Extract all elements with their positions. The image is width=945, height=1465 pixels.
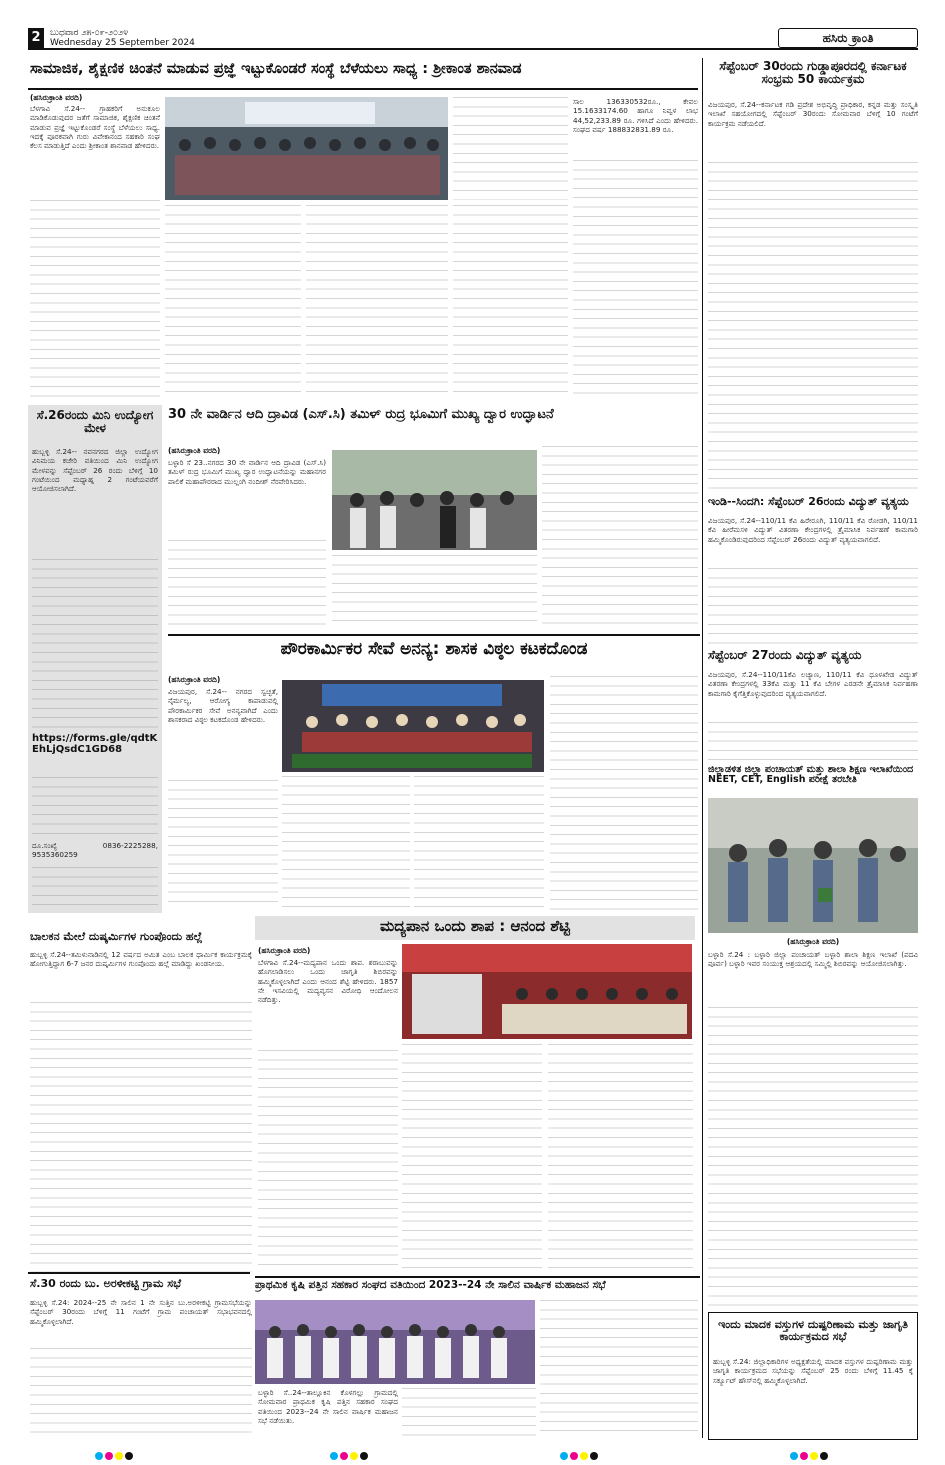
cmyk-marks-1 — [95, 1445, 135, 1464]
headline-alcohol: ಮದ್ಯಪಾನ ಒಂದು ಶಾಪ : ಆನಂದ ಶೆಟ್ಟಿ — [380, 917, 570, 935]
headline-tamil-ward: 30 ನೇ ವಾರ್ಡಿನ ಆದಿ ದ್ರಾವಿಡ (ಎಸ್.ಸಿ) ತಮಿಳ್ ರುದ್ರ ಭೂಮಿಗೆ ಮುಖ್ಯ ದ್ವಾರ ಉದ್ಘಾಟನೆ — [168, 408, 554, 422]
article-lead: ಬೆಳಗಾವಿ ಸೆ.24-- ಗ್ರಾಹಕರಿಗೆ ಅನುಕೂಲ ಮಾಡಿಕೊಡುವುದರ ಜತೆಗೆ ಸಾಮಾಜಿಕ, ಶೈಕ್ಷಣಿಕ ಚಿಂತನೆ ಮಾಡುವ ಪ್ರಜ್ಞೆ ಇಟ್ಟುಕೊಂಡರೆ ಸಂಸ್ಥೆ ಬೆಳೆಯಲು ಸಾಧ್ಯ. ಇದಕ್ಕೆ ಪೂರಕವಾಗಿ ಗುರು ವಿವೇಕಾನಂದ ಸಹಕಾರಿ ಸಂಘ ಕೆಲಸ ಮಾಡುತ್ತಿದೆ ಎಂದು ಶ್ರೀಕಾಂತ ಶಾನವಾಡ ಹೇಳಿದರು. — [30, 104, 160, 151]
article-lead: ಹುಬ್ಬಳ್ಳಿ ಸೆ.24--ತಮಿಳುನಾಡಿನಲ್ಲಿ 12 ವರ್ಷದ ಅಮಿತ ಎಂಬ ಬಾಲಕ ಧಾರ್ಮಿಕ ಕಾರ್ಯಕ್ರಮಕ್ಕೆ ಹೋಗುತ್ತಿದ್ದಾಗ 6-7 ಜನರ ದುಷ್ಕರ್ಮಿಗಳ ಗುಂಪೊಂದು ಹಲ್ಲೆ ಮಾಡಿದ್ದು ಖಂಡನೀಯ. — [30, 950, 252, 969]
article-text-block — [573, 160, 698, 400]
headline-sept27-power: ಸೆಪ್ಟೆಂಬರ್ 27ರಂದು ವಿದ್ಯುತ್ ವ್ಯತ್ಯಯ — [708, 648, 862, 662]
headline-mini-job-fair: ಸೆ.26ರಂದು ಮಿನಿ ಉದ್ಯೋಗ ಮೇಳ — [36, 408, 154, 436]
article-lead: ಹುಬ್ಬಳ್ಳಿ ಸೆ.24: 2024--25 ನೇ ಸಾಲಿನ 1 ನೇ ಸುತ್ತಿನ ಬು.ಅರಳೀಕಟ್ಟಿ ಗ್ರಾಮಸಭೆಯನ್ನು ಸೆಪ್ಟೆಂಬರ್ 30ರಂದು ಬೆಳಿಗ್ಗೆ 11 ಗಂಟೆಗೆ ಗ್ರಾಮ ಪಂಚಾಯತ್ ಸಭಾಭವನದಲ್ಲಿ ಹಮ್ಮಿಕೊಳ್ಳಲಾಗಿದೆ. — [30, 1298, 252, 1326]
date-english: Wednesday 25 September 2024 — [50, 38, 195, 48]
photo-group-illustration — [165, 97, 448, 200]
article-text-block — [32, 867, 158, 907]
date-kannada: ಬುಧವಾರ ೨೫-೦೯-೨೦೨೪ — [50, 28, 129, 38]
article-text-block — [32, 559, 158, 729]
article-figures: ಸಾಲ 136330532ರೂ., ಕೇವಲ 15.1633174.60 ಹಾಗೂ ನಿವ್ವಳ ಲಾಭ 44,52,233.89 ರೂ. ಗಳಿಸಿದೆ ಎಂದು ಹೇಳಿದರು. ಸಂಘದ ವರ್ಷ 188832831.89 ರೂ. — [573, 97, 698, 134]
article-lead: ವಿಜಯಪುರ, ಸೆ.24--ಕರ್ನಾಟಕ ಗಡಿ ಪ್ರದೇಶ ಅಭಿವೃದ್ಧಿ ಪ್ರಾಧಿಕಾರ, ಕನ್ನಡ ಮತ್ತು ಸಂಸ್ಕೃತಿ ಇಲಾಖೆ ಸಹಯೋಗದಲ್ಲಿ ಸೆಪ್ಟೆಂಬರ್ 30ರಂದು ಸೋಮವಾರ ಬೆಳಿಗ್ಗೆ 10 ಗಂಟೆಗೆ ಕಾರ್ಯಕ್ರಮ ನಡೆಯಲಿದೆ. — [708, 100, 918, 128]
article-lead: ಬಳ್ಳಾರಿ ಸೆ.24 : ಬಳ್ಳಾರಿ ಜಿಲ್ಲಾ ಪಂಚಾಯತ್ ಬಳ್ಳಾರಿ ಶಾಲಾ ಶಿಕ್ಷಣ ಇಲಾಖೆ (ಪದವಿ ಪೂರ್ವ) ಬಳ್ಳಾರಿ ಇವರ ಸಂಯುಕ್ತ ಆಶ್ರಯದಲ್ಲಿ ಸಮ್ಮಿಲ್ಲಿ ಶಿಬಿರವನ್ನು ಆಯೋಜಿಸಲಾಗಿತ್ತು. — [708, 950, 918, 969]
headline-guddapur: ಸೆಪ್ಟೆಂಬರ್ 30ರಂದು ಗುಡ್ಡಾಪೂರದಲ್ಲಿ ಕರ್ನಾಟಕ ಸಂಭ್ರಮ 50 ಕಾರ್ಯಕ್ರಮ — [719, 59, 907, 87]
headline-indi-power: ಇಂಡಿ--ಸಿಂದಗಿ: ಸೆಪ್ಟೆಂಬರ್ 26ರಂದು ವಿದ್ಯುತ್ ವ್ಯತ್ಯಯ — [708, 495, 909, 508]
cmyk-marks-3 — [560, 1445, 600, 1464]
article-text-block — [708, 568, 918, 646]
contact-phones: ದೂ.ಸಂಖ್ಯೆ 0836-2225288, 9535360259 — [32, 841, 158, 860]
byline: (ಹಸಿರುಕ್ರಾಂತಿ ವರದಿ) — [168, 675, 221, 684]
byline: (ಹಸಿರುಕ್ರಾಂತಿ ವರದಿ) — [30, 93, 83, 102]
article-text-block — [168, 780, 278, 910]
article-text-block — [542, 446, 698, 628]
headline-child-attack: ಬಾಲಕನ ಮೇಲೆ ದುಷ್ಕರ್ಮಿಗಳ ಗುಂಪೊಂದು ಹಲ್ಲೆ — [30, 930, 203, 943]
byline: (ಹಸಿರುಕ್ರಾಂತಿ ವರದಿ) — [168, 446, 221, 455]
news-photo-alcohol-camp — [402, 944, 692, 1039]
article-text-block — [282, 776, 410, 910]
headline-cooperative: ಪ್ರಾಥಮಿಕ ಕೃಷಿ ಪತ್ತಿನ ಸಹಕಾರ ಸಂಘದ ವತಿಯಿಂದ 2023--24 ನೇ ಸಾಲಿನ ವಾರ್ಷಿಕ ಮಹಾಜನ ಸಭೆ — [255, 1280, 606, 1291]
article-text-block — [708, 1007, 918, 1307]
registration-link[interactable]: https://forms.gle/qdtKEhLjQsdC1GD68 — [32, 733, 158, 755]
headline-gram-sabha: ಸೆ.30 ರಂದು ಬು. ಅರಳೀಕಟ್ಟಿ ಗ್ರಾಮ ಸಭೆ — [30, 1277, 182, 1290]
article-text-block — [548, 1044, 693, 1272]
news-photo-pourakarmika — [282, 680, 544, 772]
article-text-block — [414, 776, 544, 910]
divider — [168, 634, 700, 636]
article-text-block — [258, 1050, 398, 1272]
page-header — [28, 28, 918, 50]
headline-pourakarmika: ಪೌರಕಾರ್ಮಿಕರ ಸೇವೆ ಅನನ್ಯ: ಶಾಸಕ ವಿಠ್ಠಲ ಕಟಕದೊಂಡ — [280, 639, 588, 659]
article-text-block — [540, 1300, 698, 1438]
article-text-block — [453, 205, 568, 400]
photo-camp-illustration — [402, 944, 692, 1039]
article-lead: ಬಳ್ಳಾರಿ ಸೆ..24--ತಾಲ್ಲೂಕಿನ ಕೊಳಗಲ್ಲು ಗ್ರಾಮದಲ್ಲಿ ಸೋಮವಾರ ಪ್ರಾಥಮಿಕ ಕೃಷಿ ಪತ್ತಿನ ಸಹಕಾರ ಸಂಘದ ವತಿಯಿಂದ 2023--24 ನೇ ಸಾಲಿನ ವಾರ್ಷಿಕ ಮಹಾಜನ ಸಭೆ ನಡೆಯಿತು. — [258, 1388, 398, 1425]
byline: (ಹಸಿರುಕ್ರಾಂತಿ ವರದಿ) — [786, 937, 840, 946]
photo-cooperative-illustration — [255, 1300, 535, 1384]
photo-stage-illustration — [282, 680, 544, 772]
box-drug-awareness — [708, 1312, 918, 1440]
column-divider — [702, 58, 703, 1438]
news-photo-students — [708, 798, 918, 933]
article-text-block — [402, 1044, 542, 1272]
article-text-block — [550, 676, 698, 910]
box-mini-job-fair — [28, 405, 162, 913]
news-photo-institution — [165, 97, 448, 200]
dateline — [50, 28, 195, 48]
cmyk-marks-2 — [330, 1445, 370, 1464]
article-text-block — [708, 722, 918, 762]
byline: (ಹಸಿರುಕ್ರಾಂತಿ ವರದಿ) — [258, 946, 311, 955]
article-lead: ಬೆಳಗಾವಿ ಸೆ.24--ಮದ್ಯಪಾನ ಒಂದು ಶಾಪ. ಶರಾಬುವನ್ನು ಹೊಗಲಾಡಿಸಲು ಒಂದು ಜಾಗೃತಿ ಶಿಬಿರವನ್ನು ಹಮ್ಮಿಕೊಳ್ಳಲಾಗಿದೆ ಎಂದು ಆನಂದ ಶೆಟ್ಟಿ ಹೇಳಿದರು. 1857 ನೇ ಇಸವಿಯಲ್ಲಿ ಮದ್ಯವ್ಯಸನ ವಿರೋಧಿ ಆಂದೋಲನ ನಡೆದಿತ್ತು. — [258, 958, 398, 1005]
article-text-block — [168, 540, 326, 628]
divider — [28, 1272, 250, 1274]
article-lead: ಹುಬ್ಬಳ್ಳಿ ಸೆ.24-- ನವನಗರದ ಜಿಲ್ಲಾ ಉದ್ಯೋಗ ವಿನಿಮಯ ಕಚೇರಿ ವತಿಯಿಂದ ಮಿನಿ ಉದ್ಯೋಗ ಮೇಳವನ್ನು ಸೆಪ್ಟೆಂಬರ್ 26 ರಂದು ಬೆಳಿಗ್ಗೆ 10 ಗಂಟೆಯಿಂದ ಮಧ್ಯಾಹ್ನ 2 ಗಂಟೆಯವರೆಗೆ ಆಯೋಜಿಸಲಾಗಿದೆ. — [32, 447, 158, 494]
divider — [28, 88, 698, 90]
article-lead: ಬಳ್ಳಾರಿ ಸೆ 23..ನಗರದ 30 ನೇ ವಾರ್ಡಿನ ಆದಿ ದ್ರಾವಿಡ (ಎಸ್.ಸಿ) ತಮಿಳ್ ರುದ್ರ ಭೂಮಿಗೆ ಮುಖ್ಯ ದ್ವಾರ ಉದ್ಘಾಟನೆಯನ್ನು ಮಹಾನಗರ ಪಾಲಿಕೆ ಮಹಾಪೌರರಾದ ಮುಲ್ಲಂಗಿ ನಂದೀಶ್ ನೆರವೇರಿಸಿದರು. — [168, 458, 326, 486]
article-text-block — [708, 162, 918, 492]
headline-drug-awareness: ಇಂದು ಮಾದಕ ವಸ್ತುಗಳ ದುಷ್ಪರಿಣಾಮ ಮತ್ತು ಜಾಗೃತಿ ಕಾರ್ಯಕ್ರಮದ ಸಭೆ — [718, 1318, 908, 1344]
article-text-block — [332, 555, 537, 628]
divider — [255, 1276, 700, 1278]
cmyk-marks-4 — [790, 1445, 830, 1464]
photo-crematorium-illustration — [332, 450, 537, 550]
article-lead: ವಿಜಯಪುರ, ಸೆ.24--110/11 ಕೆವಿ ಹಿರೇರೂಗಿ, 110/11 ಕೆವಿ ರೋಡಗಿ, 110/11 ಕೆವಿ ಹೀರೆಮಸಳಿ ವಿದ್ಯುತ್ ವಿತರಣಾ ಕೇಂದ್ರಗಳಲ್ಲಿ ತ್ರೈಮಾಸಿಕ ನಿರ್ವಹಣೆ ಕಾಮಗಾರಿ ಹಮ್ಮಿಕೊಂಡಿರುವುದರಿಂದ ಸೆಪ್ಟೆಂಬರ್ 26ರಂದು ವಿದ್ಯುತ್ ವ್ಯತ್ಯಯವಾಗಲಿದೆ. — [708, 516, 918, 544]
paper-name: ಹಸಿರು ಕ್ರಾಂತಿ — [778, 28, 918, 48]
article-text-block — [402, 1388, 536, 1438]
article-text-block — [30, 200, 160, 400]
article-text-block — [30, 1348, 252, 1438]
article-lead: ವಿಜಯಪುರ, ಸೆ.24-- ನಗರದ ಸ್ವಚ್ಛತೆ, ನೈರ್ಮಲ್ಯ, ಆರೋಗ್ಯ ಕಾಪಾಡುವಲ್ಲಿ ಪೌರಕಾರ್ಮಿಕರ ಸೇವೆ ಅನನ್ಯವಾಗಿದೆ ಎಂದು ಶಾಸಕರಾದ ವಿಠ್ಠಲ ಕಟಕದೊಂಡ ಹೇಳಿದರು. — [168, 687, 278, 724]
article-text-block — [165, 205, 301, 400]
article-text-block — [306, 205, 448, 400]
page-number: 2 — [28, 28, 44, 48]
article-lead: ವಿಜಯಪುರ, ಸೆ.24--110/11ಕೆವಿ ಲಚ್ಯಾಣ, 110/11 ಕೆವಿ ಧೂಳಖೇಡ ವಿದ್ಯುತ್ ವಿತರಣಾ ಕೇಂದ್ರಗಳಲ್ಲಿ 33ಕೆವಿ ಮತ್ತು 11 ಕೆವಿ ಬೇಗಳ ಎರಡನೇ ತ್ರೈಮಾಸಿಕ ನಿರ್ವಹಣಾ ಕಾಮಗಾರಿ ಕೈಗೆತ್ತಿಕೊಳ್ಳುವುದರಿಂದ ವ್ಯತ್ಯಯವಾಗಲಿದೆ. — [708, 670, 918, 698]
photo-students-illustration — [708, 798, 918, 933]
news-photo-cooperative — [255, 1300, 535, 1384]
news-photo-crematorium — [332, 450, 537, 550]
article-text-block — [453, 97, 568, 200]
headline-ballari-zp: ಜಿಲ್ಲಾಡಳಿತ ಜಿಲ್ಲಾ ಪಂಚಾಯತ್ ಮತ್ತು ಶಾಲಾ ಶಿಕ್ಷಣ ಇಲಾಖೆಯಿಂದ NEET, CET, English ಪರೀಕ್ಷೆ ತರಬೇತಿ — [708, 764, 914, 786]
article-lead: ಹುಬ್ಬಳ್ಳಿ ಸೆ.24: ಜಿಲ್ಲಾಧಿಕಾರಿಗಳ ಅಧ್ಯಕ್ಷತೆಯಲ್ಲಿ ಮಾದಕ ವಸ್ತುಗಳ ದುಷ್ಪರಿಣಾಮ ಮತ್ತು ಜಾಗೃತಿ ಕಾರ್ಯಕ್ರಮದ ಸಭೆಯನ್ನು ಸೆಪ್ಟೆಂಬರ್ 25 ರಂದು ಬೆಳಿಗ್ಗೆ 11.45 ಕ್ಕೆ ಸರ್ಕ್ಯೂಟ್ ಹೌಸ್‌ನಲ್ಲಿ ಹಮ್ಮಿಕೊಳ್ಳಲಾಗಿದೆ. — [713, 1357, 913, 1385]
article-text-block — [32, 777, 158, 837]
headline-top-left: ಸಾಮಾಜಿಕ, ಶೈಕ್ಷಣಿಕ ಚಿಂತನೆ ಮಾಡುವ ಪ್ರಜ್ಞೆ ಇಟ್ಟುಕೊಂಡರೆ ಸಂಸ್ಥೆ ಬೆಳೆಯಲು ಸಾಧ್ಯ : ಶ್ರೀಕಾಂತ ಶಾನವಾಡ — [30, 62, 522, 77]
article-text-block — [30, 1002, 252, 1272]
